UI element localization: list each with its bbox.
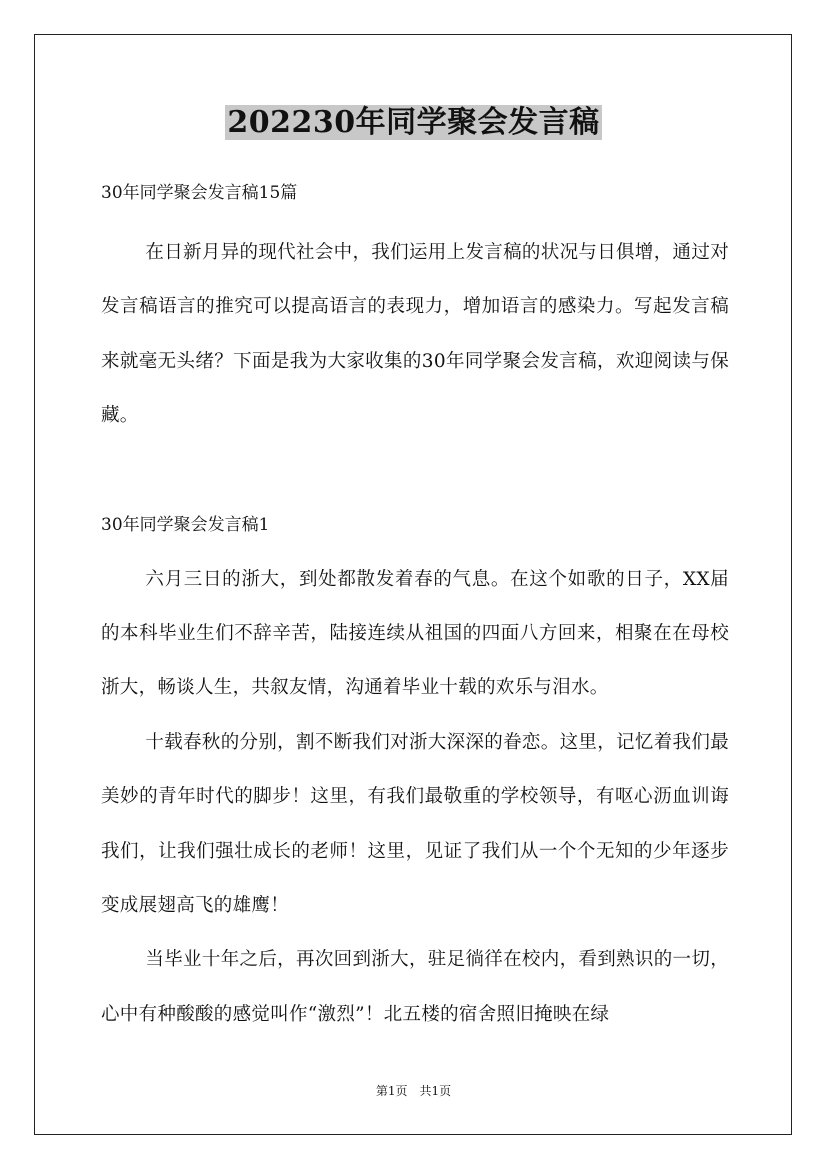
spacer <box>101 211 729 226</box>
page-footer: 第1页 共1页 <box>375 1084 452 1098</box>
intro-paragraph: 在日新月异的现代社会中，我们运用上发言稿的状况与日俱增，通过对发言稿语言的推究可以提高语言的表现力，增加语言的感染力。写起发言稿来就毫无头绪？下面是我为大家收集的30年同学聚会发言稿，欢迎阅读与保藏。 <box>101 242 729 427</box>
spacer <box>101 543 729 553</box>
document-title-text: 202230年同学聚会发言稿 <box>227 105 600 140</box>
document-title <box>0 103 827 143</box>
spacer <box>101 444 729 507</box>
document-subtitle: 30年同学聚会发言稿15篇 <box>101 183 298 203</box>
body-paragraph-2: 十载春秋的分别，割不断我们对浙大深深的眷恋。这里，记忆着我们最美妙的青年时代的脚步！这里，有我们最敬重的学校领导，有呕心沥血训诲我们，让我们强壮成长的老师！这里，见证了我们从一个个无知的少年逐步变成展翅高飞的雄鹰！ <box>101 731 729 917</box>
document-body <box>101 175 729 1042</box>
body-paragraph-1: 六月三日的浙大，到处都散发着春的气息。在这个如歌的日子，XX届的本科毕业生们不辞辛苦，陆接连续从祖国的四面八方回来，相聚在在母校浙大，畅谈人生，共叙友情，沟通着毕业十载的欢乐与泪水。 <box>101 568 729 699</box>
body-paragraph-3: 当毕业十年之后，再次回到浙大，驻足徜徉在校内，看到熟识的一切，心中有种酸酸的感觉叫作“激烈”！北五楼的宿舍照旧掩映在绿 <box>101 949 729 1025</box>
section-heading: 30年同学聚会发言稿1 <box>101 514 270 535</box>
